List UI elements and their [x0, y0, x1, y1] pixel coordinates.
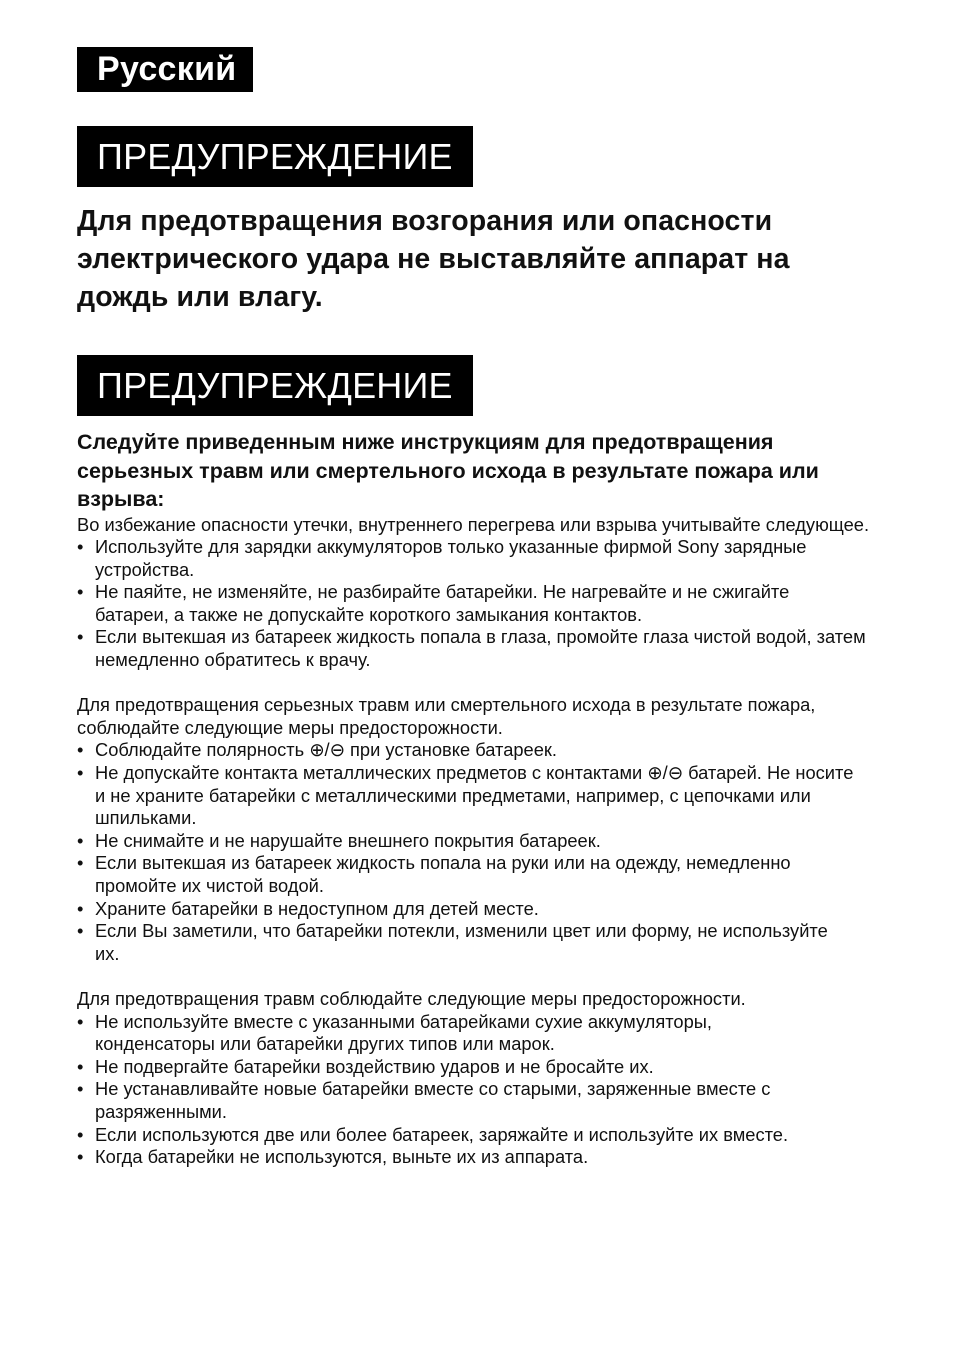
list-item-text: Не паяйте, не изменяйте, не разбирайте батарейки. Не нагревайте и не сжигайте батареи, а также не допускайте короткого замыкания контактов. — [95, 581, 790, 625]
list-item: • Не снимайте и не нарушайте внешнего покрытия батареек. — [77, 829, 601, 851]
list-item: • Храните батарейки в недоступном для детей месте. — [77, 897, 539, 919]
list-item: • Не паяйте, не изменяйте, не разбирайте батарейки. Не нагревайте и не сжигайте батареи, а также не допускайте короткого замыкания контактов. — [77, 581, 790, 625]
section-leak-overheat — [77, 514, 877, 672]
list-item: • Когда батарейки не используются, выньте их из аппарата. — [77, 1146, 589, 1168]
section-fire-prevention — [77, 694, 877, 965]
list-item: • Если вытекшая из батареек жидкость попала на руки или на одежду, немедленно промойте их чистой водой. — [77, 852, 791, 896]
section-intro: Для предотвращения травм соблюдайте следующие меры предосторожности. — [77, 987, 746, 1009]
bullet-list — [77, 1011, 877, 1169]
list-item-text: Если вытекшая из батареек жидкость попала на руки или на одежду, немедленно промойте их чистой водой. — [95, 852, 791, 896]
section-injury-prevention — [77, 988, 877, 1169]
fire-shock-warning-text: Для предотвращения возгорания или опасности электрического удара не выставляйте аппарат на дождь или влагу. — [77, 205, 790, 313]
list-item: • Если Вы заметили, что батарейки потекли, изменили цвет или форму, не используйте их. — [77, 920, 828, 964]
list-item: • Если вытекшая из батареек жидкость попала в глаза, промойте глаза чистой водой, затем немедленно обратитесь к врачу. — [77, 626, 866, 671]
list-item-text: Если используются две или более батареек, заряжайте и используйте их вместе. — [95, 1123, 789, 1145]
warning-heading-2: ПРЕДУПРЕЖДЕНИЕ — [77, 355, 473, 416]
list-item: • Соблюдайте полярность ⊕/⊖ при установке батареек. — [77, 739, 557, 761]
list-item-text: Не подвергайте батарейки воздействию ударов и не бросайте их. — [95, 1055, 654, 1077]
warning-heading-1: ПРЕДУПРЕЖДЕНИЕ — [77, 126, 473, 187]
bullet-list — [77, 536, 877, 672]
list-item-text: Не снимайте и не нарушайте внешнего покрытия батареек. — [95, 829, 601, 851]
list-item-text: Если Вы заметили, что батарейки потекли, изменили цвет или форму, не используйте их. — [95, 920, 828, 964]
list-item-text: Храните батарейки в недоступном для детей месте. — [95, 897, 539, 919]
list-item: • Не подвергайте батарейки воздействию ударов и не бросайте их. — [77, 1055, 654, 1077]
list-item-text: Не используйте вместе с указанными батарейками сухие аккумуляторы, конденсаторы или батарейки других типов или марок. — [95, 1010, 712, 1055]
bullet-list — [77, 739, 877, 965]
list-item: • Используйте для зарядки аккумуляторов только указанные фирмой Sony зарядные устройства. — [77, 536, 807, 580]
language-tab: Русский — [77, 47, 253, 92]
list-item-text: Если вытекшая из батареек жидкость попала в глаза, промойте глаза чистой водой, затем немедленно обратитесь к врачу. — [95, 626, 866, 671]
document-page — [77, 47, 877, 1169]
section-intro: Для предотвращения серьезных травм или смертельного исхода в результате пожара, соблюдайте следующие меры предосторожности. — [77, 694, 816, 738]
battery-warning-subheading: Следуйте приведенным ниже инструкциям для предотвращения серьезных травм или смертельного исхода в результате пожара или взрыва: — [77, 430, 819, 511]
list-item-text: Соблюдайте полярность ⊕/⊖ при установке батареек. — [95, 739, 557, 761]
list-item-text: Используйте для зарядки аккумуляторов только указанные фирмой Sony зарядные устройства. — [95, 536, 807, 580]
list-item-text: Не допускайте контакта металлических предметов с контактами ⊕/⊖ батарей. Не носите и не храните батарейки с металлическими предметами, например, с цепочками или шпильками. — [95, 762, 854, 829]
list-item: • Не устанавливайте новые батарейки вместе со старыми, заряженные вместе с разряженными. — [77, 1078, 771, 1122]
list-item: • Если используются две или более батареек, заряжайте и используйте их вместе. — [77, 1123, 789, 1145]
section-intro: Во избежание опасности утечки, внутреннего перегрева или взрыва учитывайте следующее. — [77, 513, 870, 535]
list-item-text: Когда батарейки не используются, выньте их из аппарата. — [95, 1146, 589, 1168]
list-item: • Не используйте вместе с указанными батарейками сухие аккумуляторы, конденсаторы или батарейки других типов или марок. — [77, 1010, 712, 1055]
list-item: • Не допускайте контакта металлических предметов с контактами ⊕/⊖ батарей. Не носите и не храните батарейки с металлическими предметами, например, с цепочками или шпильками. — [77, 762, 854, 829]
list-item-text: Не устанавливайте новые батарейки вместе со старыми, заряженные вместе с разряженными. — [95, 1078, 771, 1122]
